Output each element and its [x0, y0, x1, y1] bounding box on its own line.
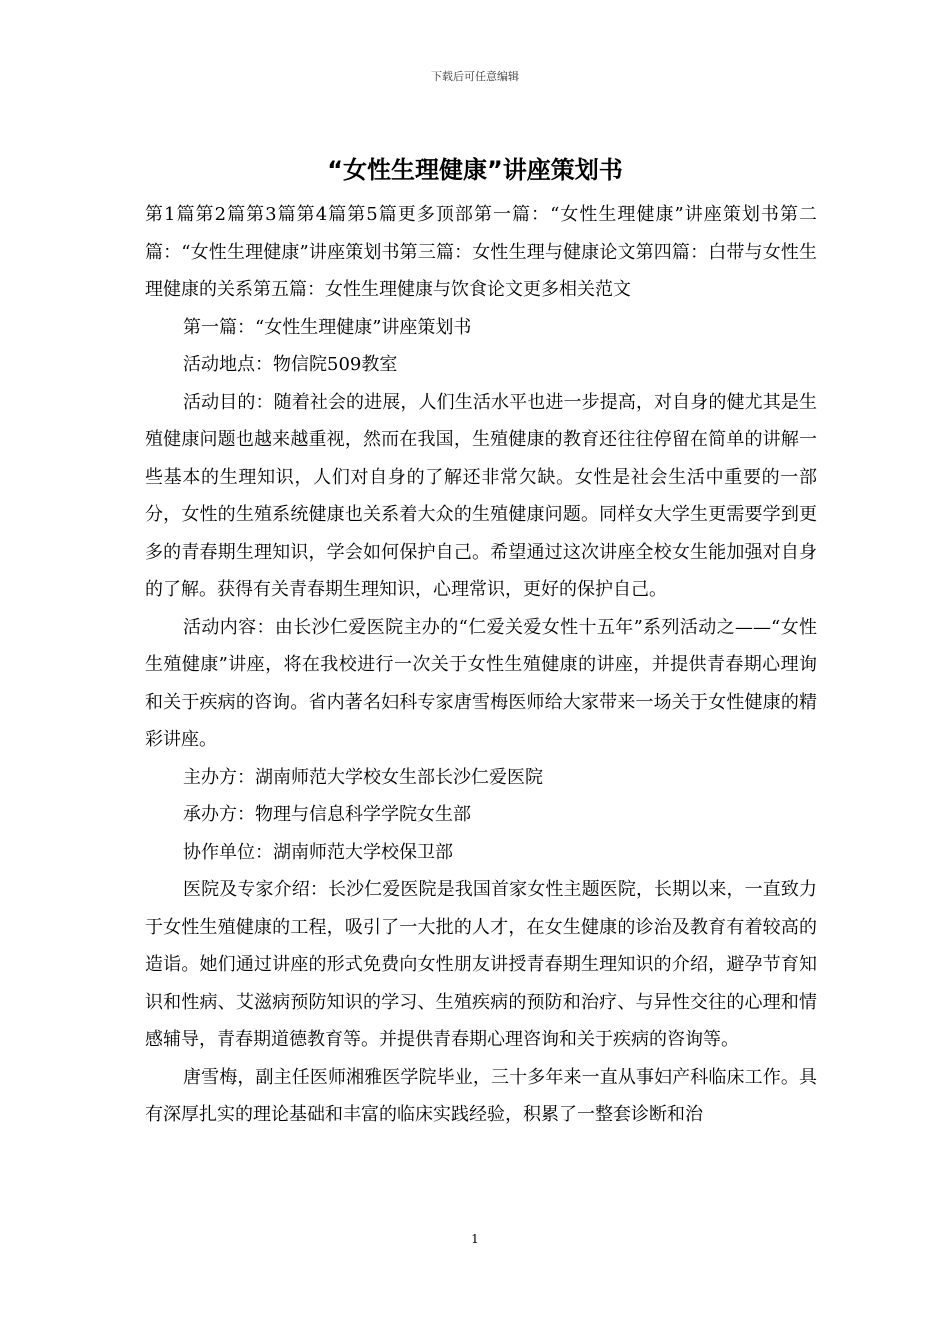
document-body: [145, 196, 817, 1134]
page-number: 1: [471, 1232, 479, 1246]
paragraph-expert-intro: 唐雪梅，副主任医师湘雅医学院毕业，三十多年来一直从事妇产科临床工作。具有深厚扎实的理论基础和丰富的临床实践经验，积累了一整套诊断和治: [145, 1066, 817, 1125]
paragraph-content: 活动内容：由长沙仁爱医院主办的“仁爱关爱女性十五年”系列活动之——“女性生殖健康”讲座，将在我校进行一次关于女性生殖健康的讲座，并提供青春期心理询和关于疾病的咨询。省内著名妇科专家唐雪梅医师给大家带来一场关于女性健康的精彩讲座。: [145, 616, 817, 750]
document-title: “女性生理健康”讲座策划书: [327, 156, 623, 184]
paragraph-organizer: 主办方：湖南师范大学校女生部长沙仁爱医院: [183, 766, 543, 788]
paragraph-host: 承办方：物理与信息科学学院女生部: [183, 804, 471, 825]
paragraph-purpose: 活动目的：随着社会的进展，人们生活水平也进一步提高，对自身的健尤其是生殖健康问题也越来越重视，然而在我国，生殖健康的教育还往往停留在简单的讲解一些基本的生理知识，人们对自身的了解还非常欠缺。女性是社会生活中重要的一部分，女性的生殖系统健康也关系着大众的生殖健康问题。同样女大学生更需要学到更多的青春期生理知识，学会如何保护自己。希望通过这次讲座全校女生能加强对自身的了解。获得有关青春期生理知识，心理常识，更好的保护自己。: [145, 391, 817, 600]
paragraph-location: 活动地点：物信院509教室: [183, 354, 398, 375]
paragraph-hospital-intro: 医院及专家介绍：长沙仁爱医院是我国首家女性主题医院，长期以来，一直致力于女性生殖健康的工程，吸引了一大批的人才，在女生健康的诊治及教育有着较高的造诣。她们通过讲座的形式免费向女性朋友讲授青春期生理知识的介绍，避孕节育知识和性病、艾滋病预防知识的学习、生殖疾病的预防和治疗、与异性交往的心理和情感辅导，青春期道德教育等。并提供青春期心理咨询和关于疾病的咨询等。: [145, 879, 817, 1050]
section-heading: 第一篇：“女性生理健康”讲座策划书: [183, 316, 472, 338]
page-header-note: 下载后可任意编辑: [431, 70, 519, 83]
table-of-contents-paragraph: 第1篇第2篇第3篇第4篇第5篇更多顶部第一篇：“女性生理健康”讲座策划书第二篇：“女性生理健康”讲座策划书第三篇：女性生理与健康论文第四篇：白带与女性生理健康的关系第五篇：女性生理健康与饮食论文更多相关范文: [145, 204, 817, 300]
paragraph-partner: 协作单位：湖南师范大学校保卫部: [183, 841, 453, 863]
